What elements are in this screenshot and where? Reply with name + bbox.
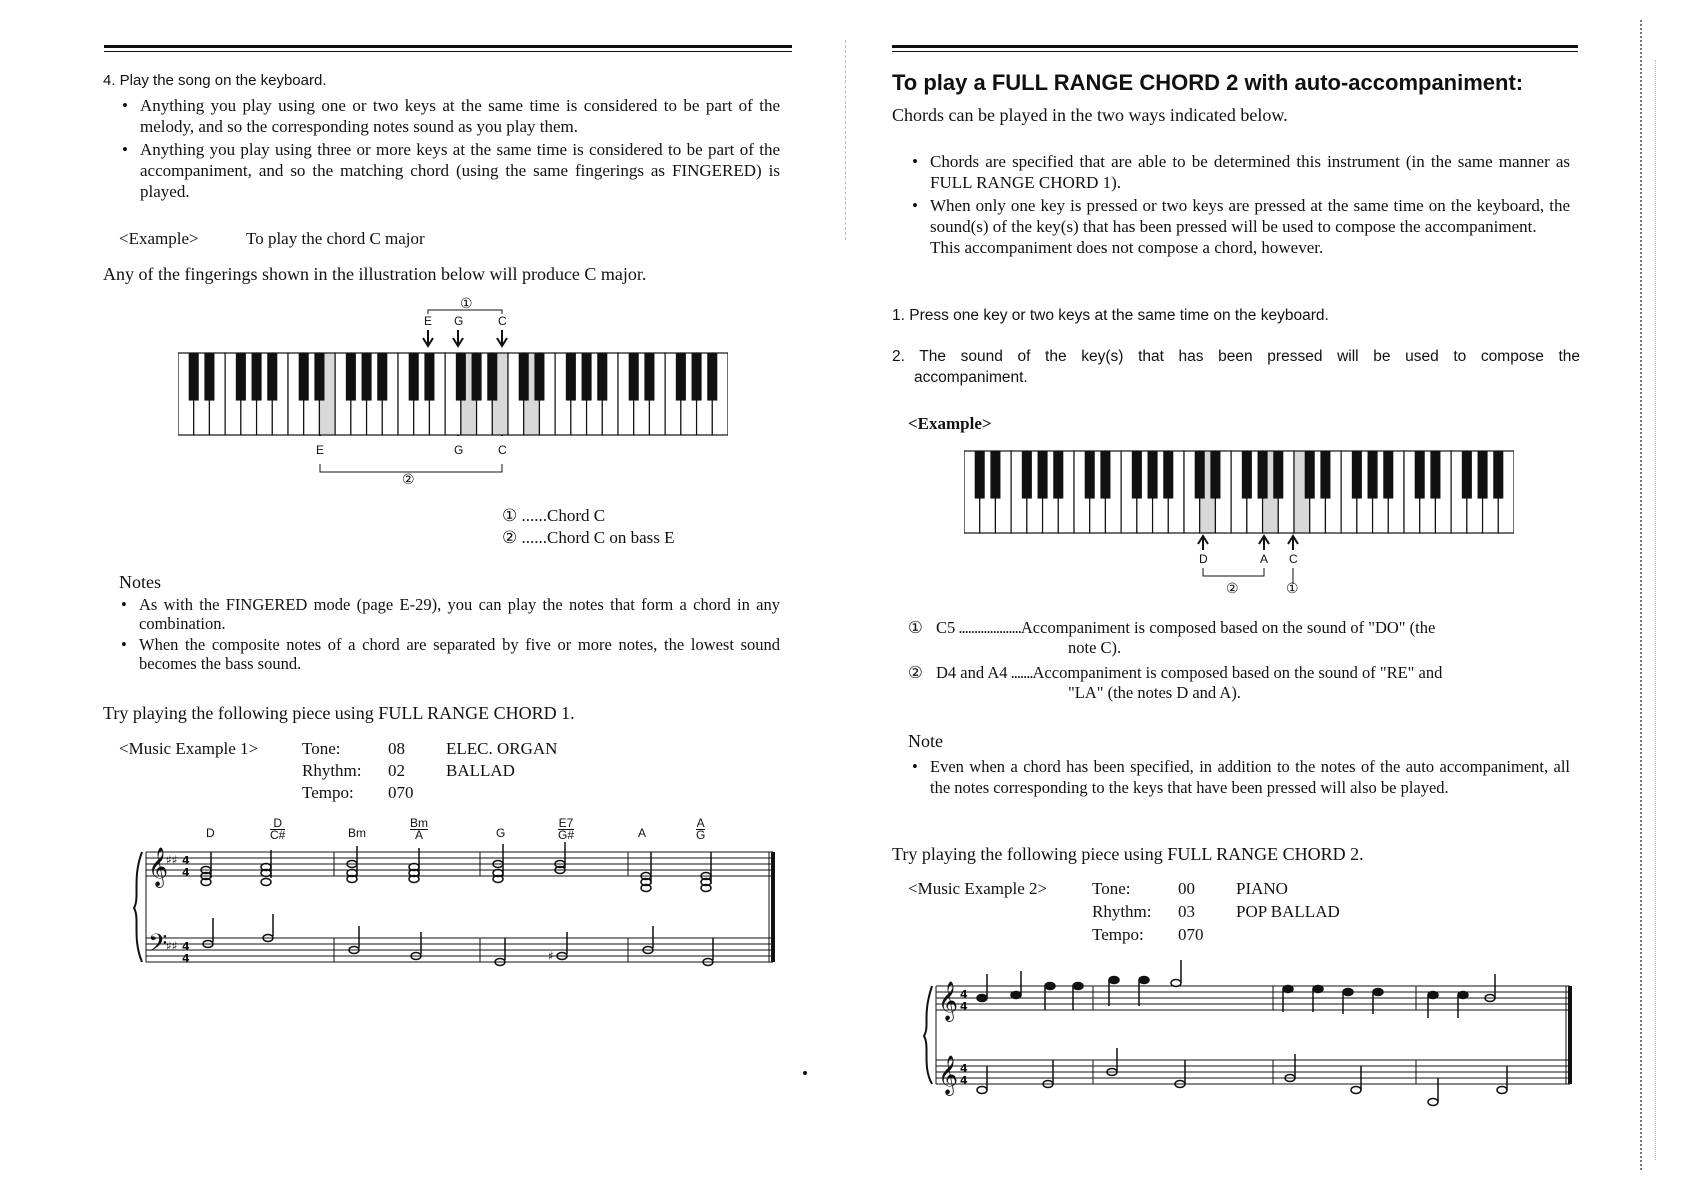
black-key xyxy=(346,353,356,401)
try-text-2: Try playing the following piece using FULL RANGE CHORD 2. xyxy=(892,844,1364,864)
right-heading: To play a FULL RANGE CHORD 2 with auto-accompaniment: xyxy=(892,70,1524,95)
right-note-d: D xyxy=(1199,552,1208,566)
tone-name-2: PIANO xyxy=(1236,879,1288,898)
tone-name: ELEC. ORGAN xyxy=(446,739,558,758)
svg-text:4: 4 xyxy=(960,1000,968,1013)
svg-text:♯♯: ♯♯ xyxy=(166,939,178,953)
tempo-num: 070 xyxy=(388,783,414,802)
notes-bullet-2: • When the composite notes of a chord are separated by five or more notes, the lowest sound becomes the bass sound. xyxy=(121,635,780,673)
black-key xyxy=(707,353,717,401)
tone-key: Tone: xyxy=(302,739,341,758)
top-note-e: E xyxy=(424,314,433,328)
right-example-label: <Example> xyxy=(908,414,992,433)
svg-text:4: 4 xyxy=(960,1074,968,1087)
rhythm-num: 02 xyxy=(388,761,405,780)
notes-bullet-1: • As with the FINGERED mode (page E-29), you can play the notes that form a chord in any combination. xyxy=(121,595,780,633)
svg-text:𝄞: 𝄞 xyxy=(938,1055,959,1095)
black-key xyxy=(676,353,686,401)
legend-1-text: ......Chord C xyxy=(521,506,606,525)
legend-2-marker: ② xyxy=(502,528,518,547)
music-example-2-settings xyxy=(1092,878,1422,947)
example-text: To play the chord C major xyxy=(246,229,425,248)
right-legend-2 xyxy=(908,663,1558,703)
notes-heading: Notes xyxy=(119,572,161,592)
left-header-rule xyxy=(104,45,792,52)
right-legend-1-dots: .................... xyxy=(955,618,1021,637)
marker-2: ② xyxy=(402,473,415,488)
svg-text:♯: ♯ xyxy=(548,949,554,963)
tempo-num-2: 070 xyxy=(1178,925,1204,944)
right-legend-2-marker: ② xyxy=(908,663,923,682)
black-key xyxy=(252,353,262,401)
stray-dot xyxy=(803,1071,807,1075)
try-text-1: Try playing the following piece using FULL RANGE CHORD 1. xyxy=(103,703,575,723)
tone-num: 08 xyxy=(388,739,405,758)
chord-5: G xyxy=(496,826,506,840)
rhythm-num-2: 03 xyxy=(1178,902,1195,921)
right-note-c: C xyxy=(1289,552,1298,566)
black-key xyxy=(424,353,434,401)
right-bullet-1: • Chords are specified that are able to be determined this instrument (in the same manner as FULL RANGE CHORD 1). xyxy=(912,151,1570,193)
left-bullet-2: • Anything you play using three or more keys at the same time is considered to be part of the accompaniment, and so the matching chord (using the same fingerings as FINGERED) is played. xyxy=(122,139,780,202)
black-key xyxy=(189,353,199,401)
black-key xyxy=(314,353,324,401)
step-1: 1. Press one key or two keys at the same time on the keyboard. xyxy=(892,307,1329,324)
chord-2: D C# xyxy=(270,816,286,842)
black-key xyxy=(299,353,309,401)
bottom-note-c: C xyxy=(498,443,507,457)
svg-text:4: 4 xyxy=(960,988,968,1001)
d-a-c-diagram xyxy=(960,446,1520,606)
page-edge-2 xyxy=(1655,60,1657,1160)
right-legend-1-key: C5 xyxy=(936,618,956,637)
svg-text:𝄞: 𝄞 xyxy=(148,847,169,887)
page-edge xyxy=(1640,20,1644,1170)
chord-4: Bm A xyxy=(410,816,428,842)
chord-8: A G xyxy=(696,816,706,842)
svg-text:4: 4 xyxy=(182,854,190,867)
rhythm-name: BALLAD xyxy=(446,761,515,780)
bottom-note-e: E xyxy=(316,443,325,457)
svg-text:𝄞: 𝄞 xyxy=(938,981,959,1021)
black-key xyxy=(377,353,387,401)
right-legend-1-text2: note C). xyxy=(1068,638,1122,657)
right-legend-2-text2: "LA" (the notes D and A). xyxy=(1068,683,1241,702)
note-bullet: • Even when a chord has been specified, in addition to the notes of the auto accompaniment, all the notes corresponding to the keys that have been pressed will also be played. xyxy=(912,756,1570,798)
tempo-key-2: Tempo: xyxy=(1092,925,1144,944)
right-legend-2-text: Accompaniment is composed based on the sound of "RE" and xyxy=(1032,663,1443,682)
black-key xyxy=(597,353,607,401)
right-bullet-2-text: When only one key is pressed or two keys are pressed at the same time on the keyboard, the sound(s) of the key(s) that has been pressed will be used to compose the accompaniment. xyxy=(930,196,1570,236)
black-key xyxy=(487,353,497,401)
example-label: <Example> xyxy=(119,229,199,248)
music-score-1 xyxy=(128,838,783,978)
right-legend-1-marker: ① xyxy=(908,618,923,637)
svg-text:4: 4 xyxy=(182,940,190,953)
legend-2 xyxy=(502,527,675,548)
binding-crease xyxy=(845,40,847,240)
step-2-line-1: 2. The sound of the key(s) that has been pressed will be used to compose the xyxy=(892,348,1580,365)
right-marker-1: ① xyxy=(1286,582,1299,597)
right-bullet-2-extra: This accompaniment does not compose a chord, however. xyxy=(930,238,1324,257)
black-key xyxy=(456,353,466,401)
music-example-1-label: <Music Example 1> xyxy=(119,739,259,758)
legend-1 xyxy=(502,505,605,526)
right-diagram-arrows xyxy=(960,446,1520,606)
svg-text:4: 4 xyxy=(182,866,190,879)
tone-num-2: 00 xyxy=(1178,879,1195,898)
music-example-1-settings xyxy=(302,738,632,804)
right-legend-2-dots: ....... xyxy=(1007,663,1033,682)
step-2-line-2: accompaniment. xyxy=(914,369,1028,386)
svg-text:♯♯: ♯♯ xyxy=(166,853,178,867)
marker-1: ① xyxy=(460,297,473,312)
music-score-2 xyxy=(918,956,1578,1116)
right-header-rule xyxy=(892,45,1578,52)
chord-1: D xyxy=(206,826,215,840)
svg-text:4: 4 xyxy=(960,1062,968,1075)
black-key xyxy=(267,353,277,401)
black-key xyxy=(472,353,482,401)
note-heading: Note xyxy=(908,731,943,751)
black-key xyxy=(362,353,372,401)
right-intro: Chords can be played in the two ways indicated below. xyxy=(892,105,1288,125)
rhythm-key-2: Rhythm: xyxy=(1092,902,1152,921)
fingerings-text: Any of the fingerings shown in the illustration below will produce C major. xyxy=(103,264,647,284)
tone-key-2: Tone: xyxy=(1092,879,1131,898)
top-note-c: C xyxy=(498,314,507,328)
right-bullet-2 xyxy=(912,195,1570,258)
step-4: 4. Play the song on the keyboard. xyxy=(103,72,327,89)
svg-text:4: 4 xyxy=(182,952,190,965)
top-note-g: G xyxy=(454,314,464,328)
svg-text:𝄢: 𝄢 xyxy=(148,929,168,964)
rhythm-key: Rhythm: xyxy=(302,761,362,780)
tempo-key: Tempo: xyxy=(302,783,354,802)
right-legend-1 xyxy=(908,618,1558,658)
keyboard-left xyxy=(178,352,728,436)
right-marker-2: ② xyxy=(1226,582,1239,597)
black-key xyxy=(204,353,214,401)
chord-6: E7 G# xyxy=(558,816,575,842)
black-key xyxy=(534,353,544,401)
black-key xyxy=(236,353,246,401)
rhythm-name-2: POP BALLAD xyxy=(1236,902,1340,921)
right-note-a: A xyxy=(1260,552,1269,566)
black-key xyxy=(692,353,702,401)
bottom-note-g: G xyxy=(454,443,464,457)
legend-1-marker: ① xyxy=(502,506,518,525)
right-legend-2-key: D4 and A4 xyxy=(936,663,1008,682)
chord-7: A xyxy=(638,826,647,840)
chord-c-diagram xyxy=(170,296,730,496)
black-key xyxy=(409,353,419,401)
black-key xyxy=(519,353,529,401)
left-bullet-1: • Anything you play using one or two keys at the same time is considered to be part of the melody, and so the corresponding notes sound as you play them. xyxy=(122,95,780,137)
right-legend-1-text: Accompaniment is composed based on the sound of "DO" (the xyxy=(1020,618,1436,637)
black-key xyxy=(566,353,576,401)
black-key xyxy=(644,353,654,401)
chord-3: Bm xyxy=(348,826,366,840)
legend-2-text: ......Chord C on bass E xyxy=(521,528,675,547)
black-key xyxy=(582,353,592,401)
black-key xyxy=(629,353,639,401)
music-example-2-label: <Music Example 2> xyxy=(908,879,1048,898)
